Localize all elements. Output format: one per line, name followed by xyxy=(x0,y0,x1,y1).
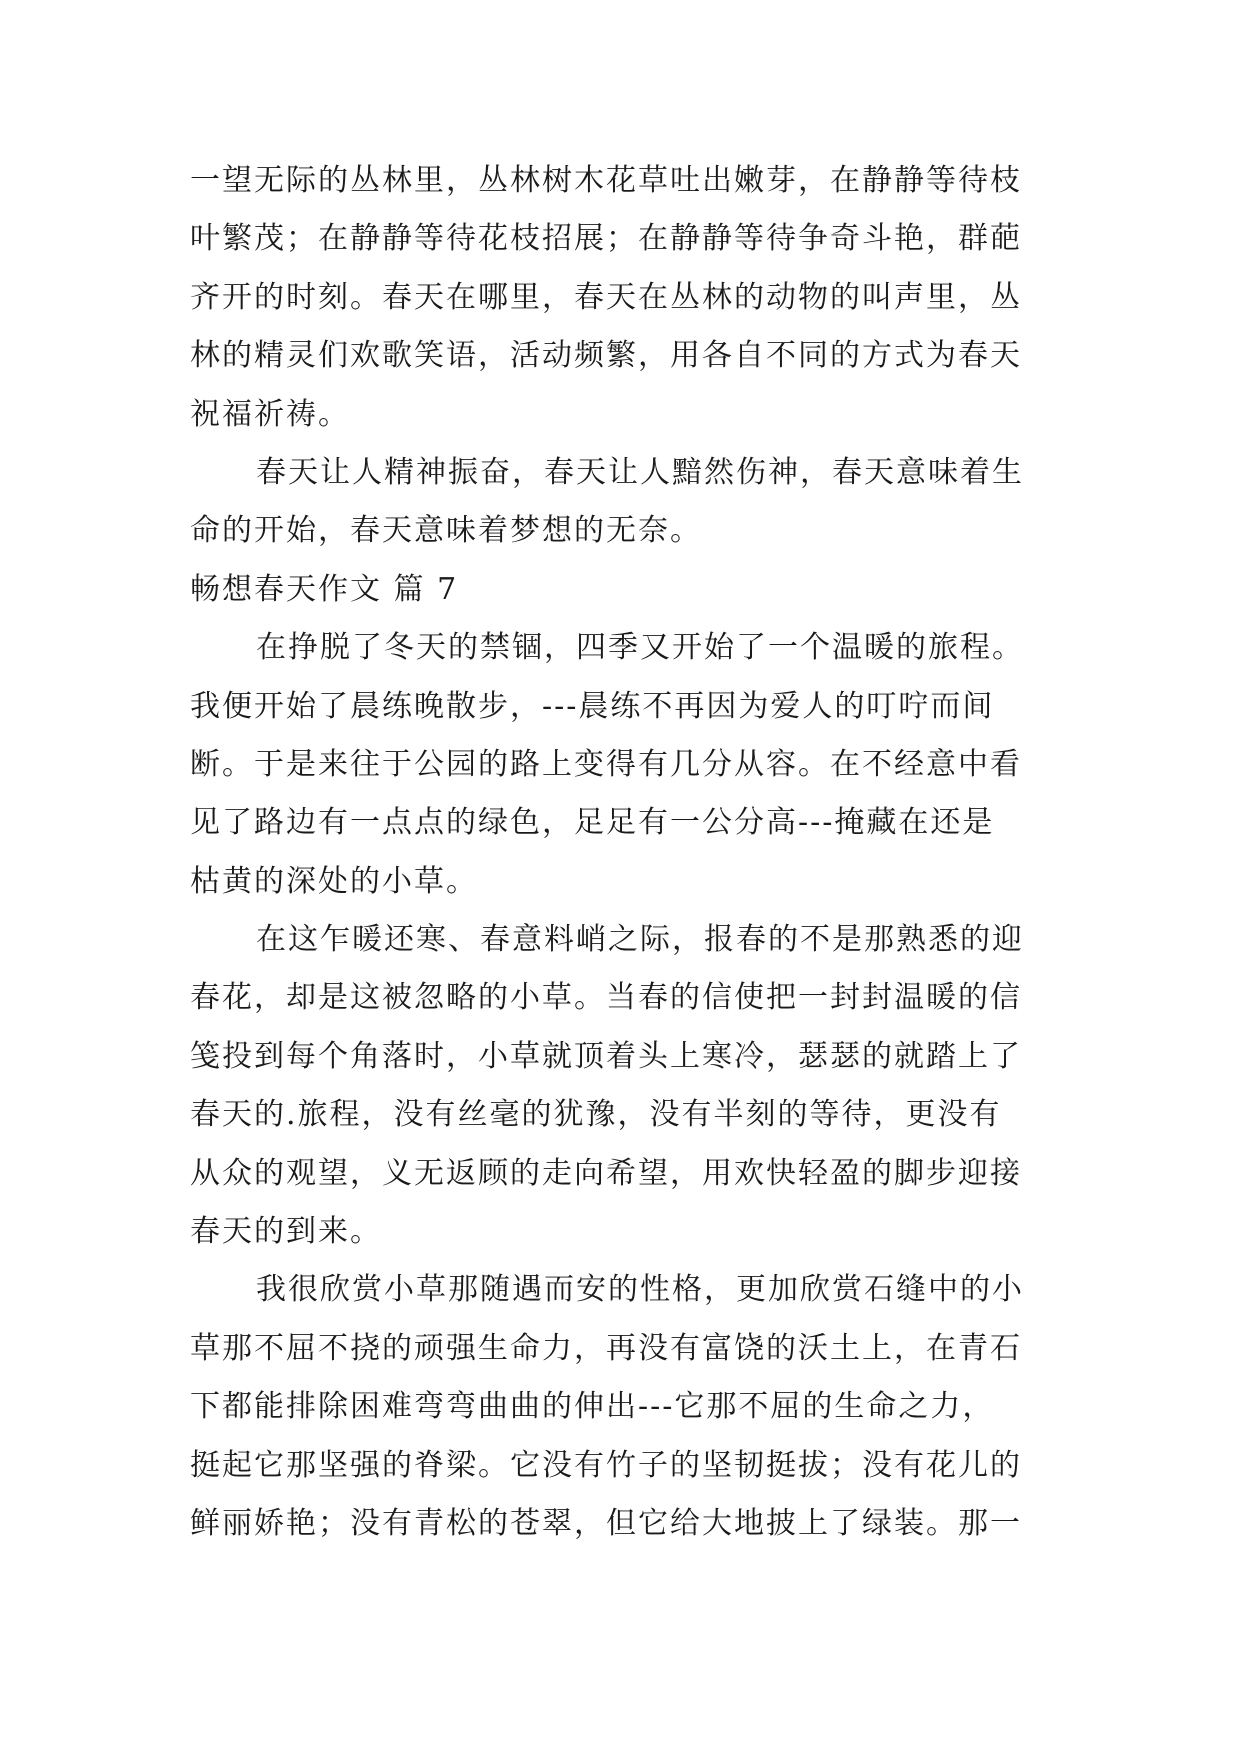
text-line: 春天的到来。 xyxy=(190,1214,382,1250)
text-line: 齐开的时刻。春天在哪里，春天在丛林的动物的叫声里，丛 xyxy=(190,279,1022,315)
section-heading: 畅想春天作文 篇 7 xyxy=(190,571,459,607)
text-line: 见了路边有一点点的绿色，足足有一公分高---掩藏在还是 xyxy=(190,805,995,841)
text-line: 草那不屈不挠的顽强生命力，再没有富饶的沃土上，在青石 xyxy=(190,1330,1022,1366)
paragraph-start-line: 在挣脱了冬天的禁锢，四季又开始了一个温暖的旅程。 xyxy=(256,630,1024,666)
text-line: 笺投到每个角落时，小草就顶着头上寒冷，瑟瑟的就踏上了 xyxy=(190,1038,1022,1074)
text-line: 鲜丽娇艳；没有青松的苍翠，但它给大地披上了绿装。那一 xyxy=(190,1505,1022,1541)
text-line: 从众的观望，义无返顾的走向希望，用欢快轻盈的脚步迎接 xyxy=(190,1155,1022,1191)
text-line: 一望无际的丛林里，丛林树木花草吐出嫩芽，在静静等待枝 xyxy=(190,163,1022,198)
text-line: 林的精灵们欢歌笑语，活动频繁，用各自不同的方式为春天 xyxy=(190,338,1022,374)
paragraph-start-line: 春天让人精神振奋，春天让人黯然伤神，春天意味着生 xyxy=(256,454,1024,490)
text-line: 下都能排除困难弯弯曲曲的伸出---它那不屈的生命之力， xyxy=(190,1389,995,1425)
text-line: 我便开始了晨练晚散步，---晨练不再因为爱人的叮咛而间 xyxy=(190,688,995,724)
text-line: 祝福祈祷。 xyxy=(190,396,350,432)
paragraph-start-line: 在这乍暖还寒、春意料峭之际，报春的不是那熟悉的迎 xyxy=(256,922,1024,958)
text-line: 挺起它那坚强的脊梁。它没有竹子的坚韧挺拔；没有花儿的 xyxy=(190,1447,1022,1483)
text-line: 断。于是来往于公园的路上变得有几分从容。在不经意中看 xyxy=(190,746,1022,782)
text-line: 春天的.旅程，没有丝毫的犹豫，没有半刻的等待，更没有 xyxy=(190,1097,1002,1133)
document-body xyxy=(190,152,1052,1553)
text-line: 枯黄的深处的小草。 xyxy=(190,863,478,899)
text-line: 命的开始，春天意味着梦想的无奈。 xyxy=(190,513,702,549)
text-line: 叶繁茂；在静静等待花枝招展；在静静等待争奇斗艳，群葩 xyxy=(190,221,1022,257)
paragraph-start-line: 我很欣赏小草那随遇而安的性格，更加欣赏石缝中的小 xyxy=(256,1272,1024,1308)
text-line: 春花，却是这被忽略的小草。当春的信使把一封封温暖的信 xyxy=(190,980,1022,1016)
